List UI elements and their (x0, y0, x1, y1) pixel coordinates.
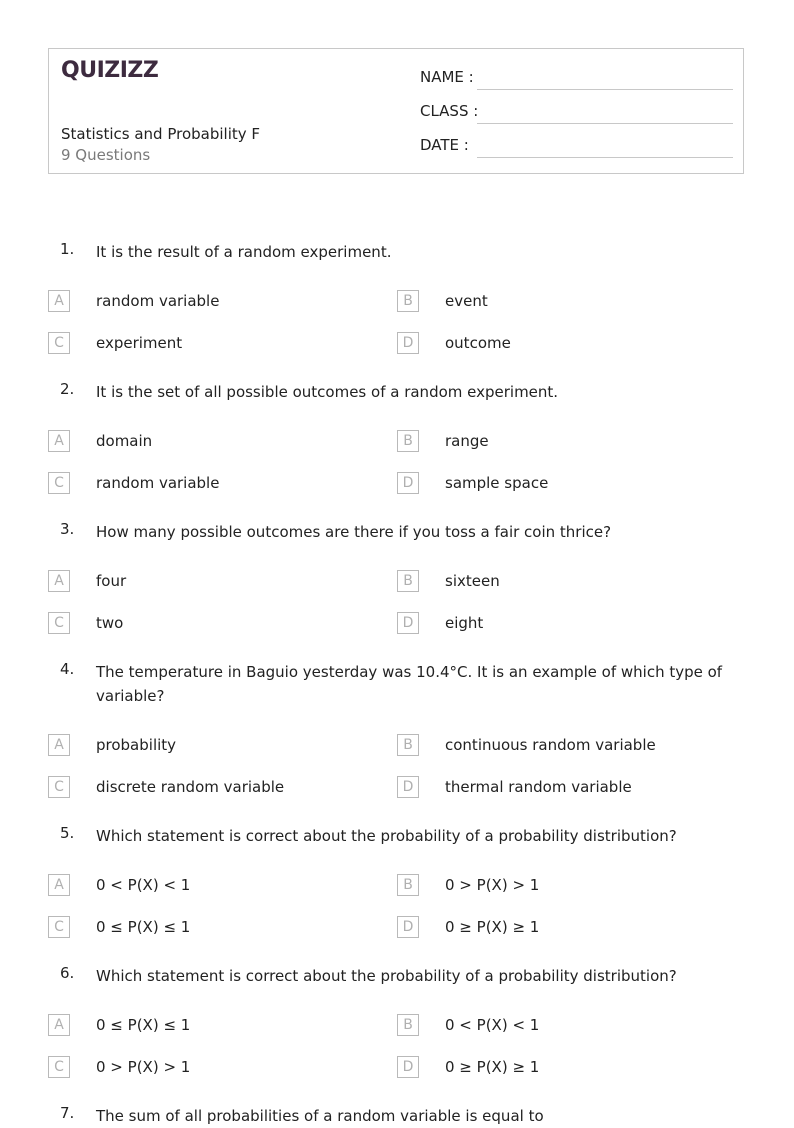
option-a-box[interactable]: A (48, 1014, 70, 1036)
option-d-box[interactable]: D (397, 612, 419, 634)
option-c-box[interactable]: C (48, 916, 70, 938)
question-count: 9 Questions (61, 146, 151, 164)
option-b-box[interactable]: B (397, 1014, 419, 1036)
option-c-box[interactable]: C (48, 612, 70, 634)
option-a-text: probability (96, 736, 177, 754)
option-d-text: 0 ≥ P(X) ≥ 1 (445, 918, 540, 936)
question-number: 7. (60, 1104, 75, 1122)
option-d-box[interactable]: D (397, 916, 419, 938)
option-b-text: 0 > P(X) > 1 (445, 876, 540, 894)
question-text: It is the set of all possible outcomes of a random experiment. (96, 383, 559, 401)
option-c-text: random variable (96, 474, 220, 492)
option-a-box[interactable]: A (48, 734, 70, 756)
name-field[interactable] (477, 89, 733, 90)
option-b-box[interactable]: B (397, 734, 419, 756)
option-a-text: 0 < P(X) < 1 (96, 876, 191, 894)
option-d-text: sample space (445, 474, 549, 492)
option-a-box[interactable]: A (48, 430, 70, 452)
quizizz-logo: QUIZIZZ (61, 58, 159, 83)
class-field[interactable] (477, 123, 733, 124)
option-c-text: 0 > P(X) > 1 (96, 1058, 191, 1076)
question-number: 3. (60, 520, 75, 538)
option-d-box[interactable]: D (397, 332, 419, 354)
question-number: 1. (60, 240, 75, 258)
option-a-box[interactable]: A (48, 874, 70, 896)
question-text: It is the result of a random experiment. (96, 243, 392, 261)
question-number: 6. (60, 964, 75, 982)
option-a-text: domain (96, 432, 153, 450)
option-b-text: sixteen (445, 572, 500, 590)
option-d-text: eight (445, 614, 484, 632)
option-c-text: discrete random variable (96, 778, 285, 796)
question-text: The sum of all probabilities of a random variable is equal to (96, 1107, 544, 1125)
date-label: DATE : (420, 136, 469, 154)
option-b-text: continuous random variable (445, 736, 656, 754)
option-b-box[interactable]: B (397, 570, 419, 592)
option-a-text: 0 ≤ P(X) ≤ 1 (96, 1016, 191, 1034)
option-a-text: four (96, 572, 127, 590)
option-b-box[interactable]: B (397, 874, 419, 896)
question-number: 5. (60, 824, 75, 842)
question-text: Which statement is correct about the probability of a probability distribution? (96, 827, 677, 845)
question-number: 4. (60, 660, 75, 678)
option-b-text: event (445, 292, 488, 310)
option-c-text: experiment (96, 334, 183, 352)
name-label: NAME : (420, 68, 474, 86)
worksheet-title: Statistics and Probability F (61, 125, 261, 143)
option-c-box[interactable]: C (48, 332, 70, 354)
option-d-text: thermal random variable (445, 778, 632, 796)
option-d-text: 0 ≥ P(X) ≥ 1 (445, 1058, 540, 1076)
worksheet-header (48, 48, 744, 174)
option-d-text: outcome (445, 334, 511, 352)
date-field[interactable] (477, 157, 733, 158)
option-b-text: 0 < P(X) < 1 (445, 1016, 540, 1034)
option-b-box[interactable]: B (397, 290, 419, 312)
question-text: How many possible outcomes are there if you toss a fair coin thrice? (96, 523, 612, 541)
option-c-text: two (96, 614, 124, 632)
question-number: 2. (60, 380, 75, 398)
class-label: CLASS : (420, 102, 479, 120)
option-a-text: random variable (96, 292, 220, 310)
option-b-box[interactable]: B (397, 430, 419, 452)
option-c-text: 0 ≤ P(X) ≤ 1 (96, 918, 191, 936)
option-b-text: range (445, 432, 489, 450)
question-text: The temperature in Baguio yesterday was 10.4°C. It is an example of which type of variable? (96, 663, 723, 705)
option-d-box[interactable]: D (397, 776, 419, 798)
option-d-box[interactable]: D (397, 1056, 419, 1078)
question-text: Which statement is correct about the probability of a probability distribution? (96, 967, 677, 985)
option-c-box[interactable]: C (48, 776, 70, 798)
option-c-box[interactable]: C (48, 1056, 70, 1078)
option-a-box[interactable]: A (48, 570, 70, 592)
option-d-box[interactable]: D (397, 472, 419, 494)
option-a-box[interactable]: A (48, 290, 70, 312)
option-c-box[interactable]: C (48, 472, 70, 494)
